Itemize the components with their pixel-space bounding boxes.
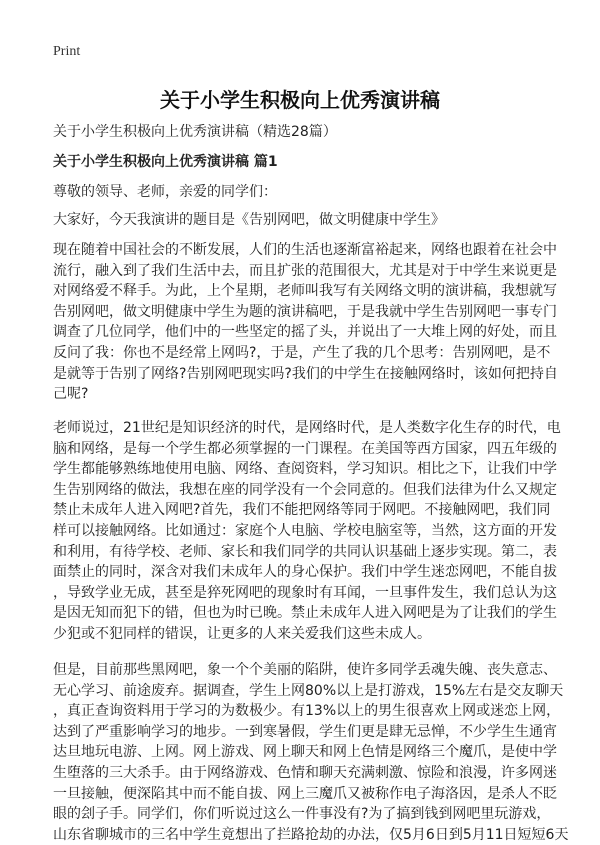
text-line: 达旦地玩电游、上网。网上游戏、网上聊天和网上色情是网络三个魔爪，是使中学 <box>53 744 557 761</box>
text-line: 禁止未成年人进入网吧?首先，我们不能把网络等同于网吧。不接触网吧，我们同 <box>53 502 551 519</box>
text-line: 和利用，有待学校、老师、家长和我们同学的共同认识基础上逐步实现。第二，表 <box>53 543 557 560</box>
text-line: 现在随着中国社会的不断发展，人们的生活也逐渐富裕起来，网络也跟着在社会中 <box>53 242 557 258</box>
intro: 大家好，今天我演讲的题目是《告别网吧，做文明健康中学生》 <box>53 212 445 228</box>
text-line: ，真正查询资料用于学习的为数极少。有13%以上的男生很喜欢上网或迷恋上网， <box>53 703 561 720</box>
text-line: 眼的刽子手。同学们，你们听说过这么一件事没有?为了搞到钱到网吧里玩游戏， <box>53 806 551 823</box>
document-subtitle: 关于小学生积极向上优秀演讲稿（精选28篇） <box>53 124 337 140</box>
text-line: 反问了我：你也不是经常上网吗?，于是，产生了我的几个思考：告别网吧，是不 <box>53 344 551 361</box>
text-line: 但是，目前那些黑网吧，象一个个美丽的陷阱，使许多同学丢魂失魄、丧失意志、 <box>53 662 557 678</box>
text-line: 老师说过，21世纪是知识经济的时代，是网络时代，是人类数字化生存的时代，电 <box>53 420 561 436</box>
print-link[interactable]: Print <box>53 44 81 59</box>
text-line: 调查了几位同学，他们中的一些坚定的摇了头，并说出了一大堆上网的好处，而且 <box>53 324 557 341</box>
text-line: 对网络爱不释手。为此，上个星期，老师叫我写有关网络文明的演讲稿，我想就写 <box>53 283 557 300</box>
text-line: 是就等于告别了网络?告别网吧现实吗?我们的中学生在接触网络时，该如何把持自 <box>53 365 558 382</box>
document-title: 关于小学生积极向上优秀演讲稿 <box>160 88 440 112</box>
text-line: 达到了严重影响学习的地步。一到寒暑假，学生们更是肆无忌惮，不少学生生通宵 <box>53 723 557 740</box>
text-line: 学生都能够熟练地使用电脑、网络、查阅资料，学习知识。相比之下，让我们中学 <box>53 461 557 478</box>
paragraph-2 <box>53 418 561 645</box>
text-line: 一旦接触，便深陷其中而不能自拔、网上三魔爪又被称作电子海洛因，是杀人不眨 <box>53 785 557 802</box>
text-line: 面禁止的同时，深含对我们未成年人的身心保护。我们中学生迷恋网吧，不能自拔 <box>53 564 557 581</box>
text-line: 脑和网络，是每一个学生都必须掌握的一门课程。在美国等西方国家，四五年级的 <box>53 440 557 457</box>
paragraph-3 <box>53 660 568 845</box>
text-line: 流行，融入到了我们生活中去，而且扩张的范围很大，尤其是对于中学生来说更是 <box>53 262 557 279</box>
text-line: 山东省聊城市的三名中学生竟想出了拦路抢劫的办法，仅5月6日到5月11日短短6天 <box>53 826 569 843</box>
text-line: 样可以接触网络。比如通过：家庭个人电脑、学校电脑室等，当然，这方面的开发 <box>53 522 557 539</box>
text-line: 己呢? <box>53 386 89 403</box>
text-line: ，导致学业无成，甚至是猝死网吧的现象时有耳闻，一旦事件发生，我们总认为这 <box>53 584 557 601</box>
text-line: 生堕落的三大杀手。由于网络游戏、色情和聊天充满刺激、惊险和浪漫，许多网迷 <box>53 764 557 781</box>
greeting: 尊敬的领导、老师，亲爱的同学们： <box>53 184 277 200</box>
text-line: 无心学习、前途废弃。据调查，学生上网80%以上是打游戏，15%左右是交友聊天 <box>53 682 564 699</box>
text-line: 生告别网络的做法，我想在座的同学没有一个会同意的。但我们法律为什么又规定 <box>53 481 557 498</box>
paragraph-1 <box>53 240 558 405</box>
text-line: 是因无知而犯下的错，但也为时已晚。禁止未成年人进入网吧是为了让我们的学生 <box>53 605 557 622</box>
text-line: 少犯或不犯同样的错误，让更多的人来关爱我们这些未成人。 <box>53 625 431 642</box>
section-heading: 关于小学生积极向上优秀演讲稿 篇1 <box>53 154 278 170</box>
text-line: 告别网吧，做文明健康中学生为题的演讲稿吧，于是我就中学生告别网吧一事专门 <box>53 303 557 320</box>
